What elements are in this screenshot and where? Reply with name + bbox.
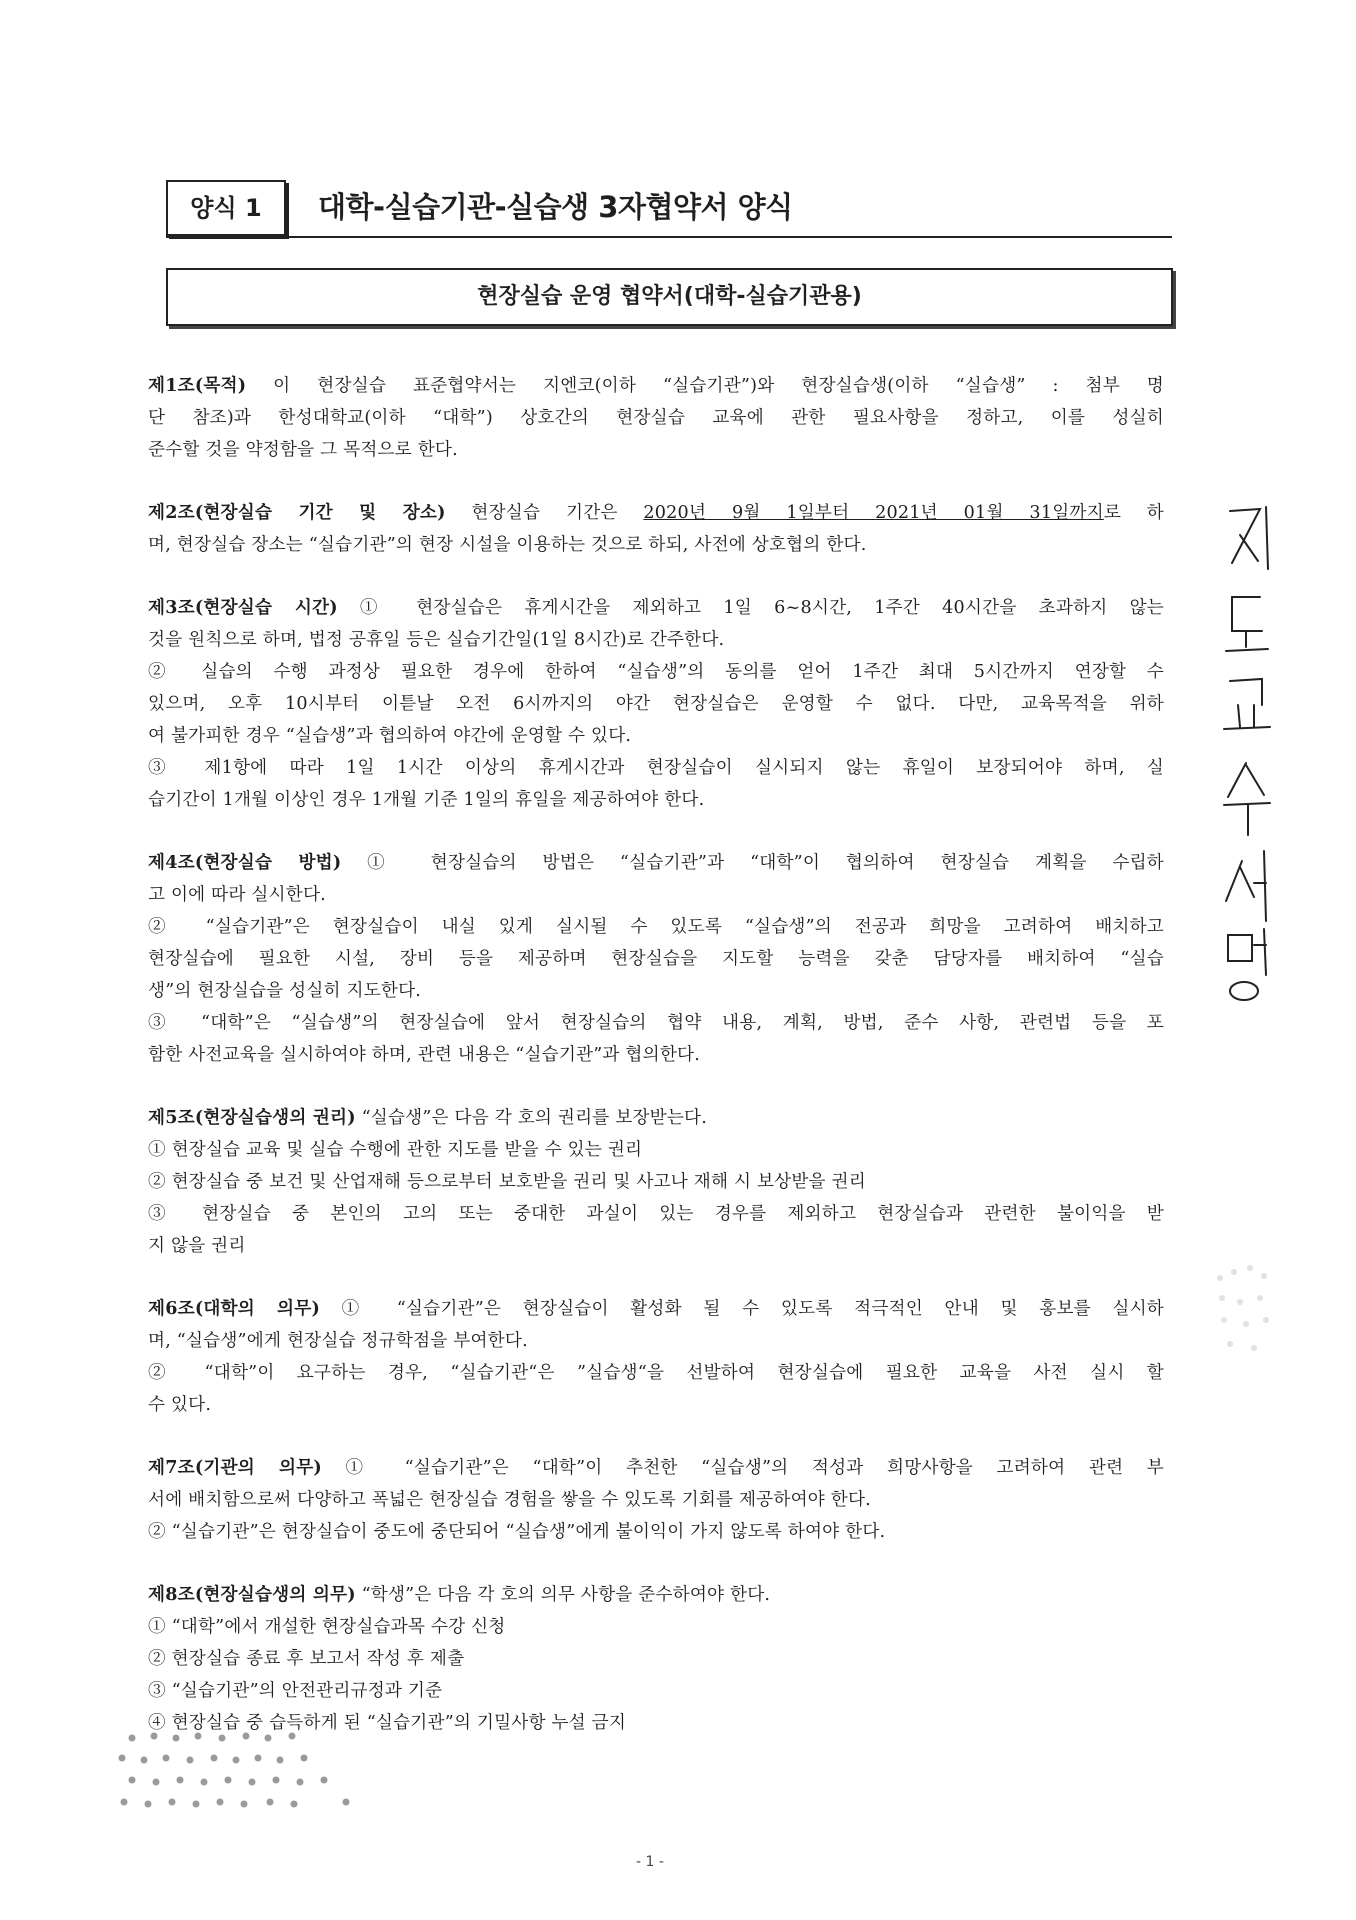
article-line: 제5조(현장실습생의 권리) “실습생”은 다음 각 호의 권리를 보장받는다. [148, 1107, 708, 1128]
form-header [166, 180, 1172, 238]
article-heading: 제5조(현장실습생의 권리) [148, 1107, 356, 1128]
article-line: ② 현장실습 종료 후 보고서 작성 후 제출 [148, 1649, 465, 1669]
faint-mark-icon [1210, 1258, 1280, 1368]
article-line: 지 않을 권리 [148, 1236, 246, 1256]
article-line: ③ 현장실습 중 본인의 고의 또는 중대한 과실이 있는 경우를 제외하고 현장실습과 관련한 불이익을 받 [148, 1204, 1164, 1224]
article-line: ② “실습기관”은 현장실습이 중도에 중단되어 “실습생”에게 불이익이 가지 않도록 하여야 한다. [148, 1522, 886, 1542]
article-1 [148, 370, 1164, 466]
article-line: 함한 사전교육을 실시하여야 하며, 관련 내용은 “실습기관”과 협의한다. [148, 1045, 701, 1065]
article-line: 것을 원칙으로 하며, 법정 공휴일 등은 실습기간일(1일 8시간)로 간주한다. [148, 630, 725, 650]
article-line: 제4조(현장실습 방법) ① 현장실습의 방법은 “실습기관”과 “대학”이 협의하여 현장실습 계획을 수립하 [148, 852, 1164, 873]
period-end: 2021년 01월 31일까지 [875, 503, 1104, 523]
article-line: 현장실습에 필요한 시설, 장비 등을 제공하며 현장실습을 지도할 능력을 갖춘 담당자를 배치하여 “실습 [148, 949, 1164, 969]
article-4 [148, 847, 1164, 1071]
article-heading: 제7조(기관의 의무) [148, 1457, 322, 1478]
article-7 [148, 1452, 1164, 1548]
article-line: 서에 배치함으로써 다양하고 폭넓은 현장실습 경험을 쌓을 수 있도록 기회를 제공하여야 한다. [148, 1490, 871, 1510]
article-line: ② “대학”이 요구하는 경우, “실습기관“은 ”실습생“을 선발하여 현장실습에 필요한 교육을 사전 실시 할 [148, 1363, 1164, 1383]
article-line: 제2조(현장실습 기간 및 장소) 현장실습 기간은 2020년 9월 1일부터 2021년 01월 31일까지로 하 [148, 502, 1164, 523]
article-6 [148, 1293, 1164, 1421]
article-line: 여 불가피한 경우 “실습생”과 협의하여 야간에 운영할 수 있다. [148, 726, 632, 746]
document-title: 현장실습 운영 협약서(대학-실습기관용) [166, 268, 1173, 326]
article-line: 며, 현장실습 장소는 “실습기관”의 현장 시설을 이용하는 것으로 하되, 사전에 상호협의 한다. [148, 535, 867, 555]
article-line: ③ 제1항에 따라 1일 1시간 이상의 휴게시간과 현장실습이 실시되지 않는 휴일이 보장되어야 하며, 실 [148, 758, 1164, 778]
article-line: ② 실습의 수행 과정상 필요한 경우에 한하여 “실습생”의 동의를 얻어 1주간 최대 5시간까지 연장할 수 [148, 662, 1164, 682]
article-line: 제6조(대학의 의무) ① “실습기관”은 현장실습이 활성화 될 수 있도록 적극적인 안내 및 홍보를 실시하 [148, 1298, 1165, 1319]
article-line: ① “대학”에서 개설한 현장실습과목 수강 신청 [148, 1617, 506, 1637]
article-5 [148, 1102, 1164, 1262]
article-heading: 제4조(현장실습 방법) [148, 852, 342, 873]
article-line: ① 현장실습 교육 및 실습 수행에 관한 지도를 받을 수 있는 권리 [148, 1140, 643, 1160]
article-heading: 제2조(현장실습 기간 및 장소) [148, 502, 446, 523]
form-label: 양식 1 [166, 180, 286, 236]
article-line: ③ “대학”은 “실습생”의 현장실습에 앞서 현장실습의 협약 내용, 계획, 방법, 준수 사항, 관련법 등을 포 [148, 1013, 1164, 1033]
article-line: 제1조(목적) 이 현장실습 표준협약서는 지엔코(이하 “실습기관”)와 현장실습생(이하 “실습생” : 첨부 명 [148, 375, 1164, 396]
article-line: 습기간이 1개월 이상인 경우 1개월 기준 1일의 휴일을 제공하여야 한다. [148, 790, 705, 810]
article-8 [148, 1579, 1164, 1739]
period-start: 2020년 9월 1일부터 [643, 503, 876, 523]
article-heading: 제1조(목적) [148, 375, 247, 396]
article-line: 생”의 현장실습을 성실히 지도한다. [148, 981, 422, 1001]
article-line: ② “실습기관”은 현장실습이 내실 있게 실시될 수 있도록 “실습생”의 전공과 희망을 고려하여 배치하고 [148, 917, 1164, 937]
article-line: 단 참조)과 한성대학교(이하 “대학”) 상호간의 현장실습 교육에 관한 필요사항을 정하고, 이를 성실히 [148, 408, 1164, 428]
article-line: 제3조(현장실습 시간) ① 현장실습은 휴게시간을 제외하고 1일 6~8시간, 1주간 40시간을 초과하지 않는 [148, 597, 1164, 618]
article-line: 고 이에 따라 실시한다. [148, 885, 326, 905]
document-body [148, 370, 1164, 1770]
article-heading: 제8조(현장실습생의 의무) [148, 1584, 356, 1605]
article-2 [148, 497, 1164, 561]
article-line: 준수할 것을 약정함을 그 목적으로 한다. [148, 440, 458, 460]
article-line: 며, “실습생”에게 현장실습 정규학점을 부여한다. [148, 1331, 528, 1351]
form-title: 대학-실습기관-실습생 3자협약서 양식 [318, 190, 793, 224]
article-heading: 제3조(현장실습 시간) [148, 597, 338, 618]
article-line: 있으며, 오후 10시부터 이튿날 오전 6시까지의 야간 현장실습은 운영할 수 없다. 다만, 교육목적을 위하 [148, 694, 1164, 714]
article-line: ② 현장실습 중 보건 및 산업재해 등으로부터 보호받을 권리 및 사고나 재해 시 보상받을 권리 [148, 1172, 866, 1192]
seal-dots-icon [118, 1728, 378, 1816]
article-line: 제7조(기관의 의무) ① “실습기관”은 “대학”이 추천한 “실습생”의 적성과 희망사항을 고려하여 관련 부 [148, 1457, 1165, 1478]
article-line: 제8조(현장실습생의 의무) “학생”은 다음 각 호의 의무 사항을 준수하여야 한다. [148, 1584, 771, 1605]
article-3 [148, 592, 1164, 816]
article-line: ④ 현장실습 중 습득하게 된 “실습기관”의 기밀사항 누설 금지 [148, 1713, 627, 1733]
handwritten-note-icon [1218, 505, 1278, 1005]
article-line: ③ “실습기관”의 안전관리규정과 기준 [148, 1681, 443, 1701]
article-heading: 제6조(대학의 의무) [148, 1298, 320, 1319]
page-number: - 1 - [636, 1854, 664, 1870]
article-line: 수 있다. [148, 1395, 212, 1415]
